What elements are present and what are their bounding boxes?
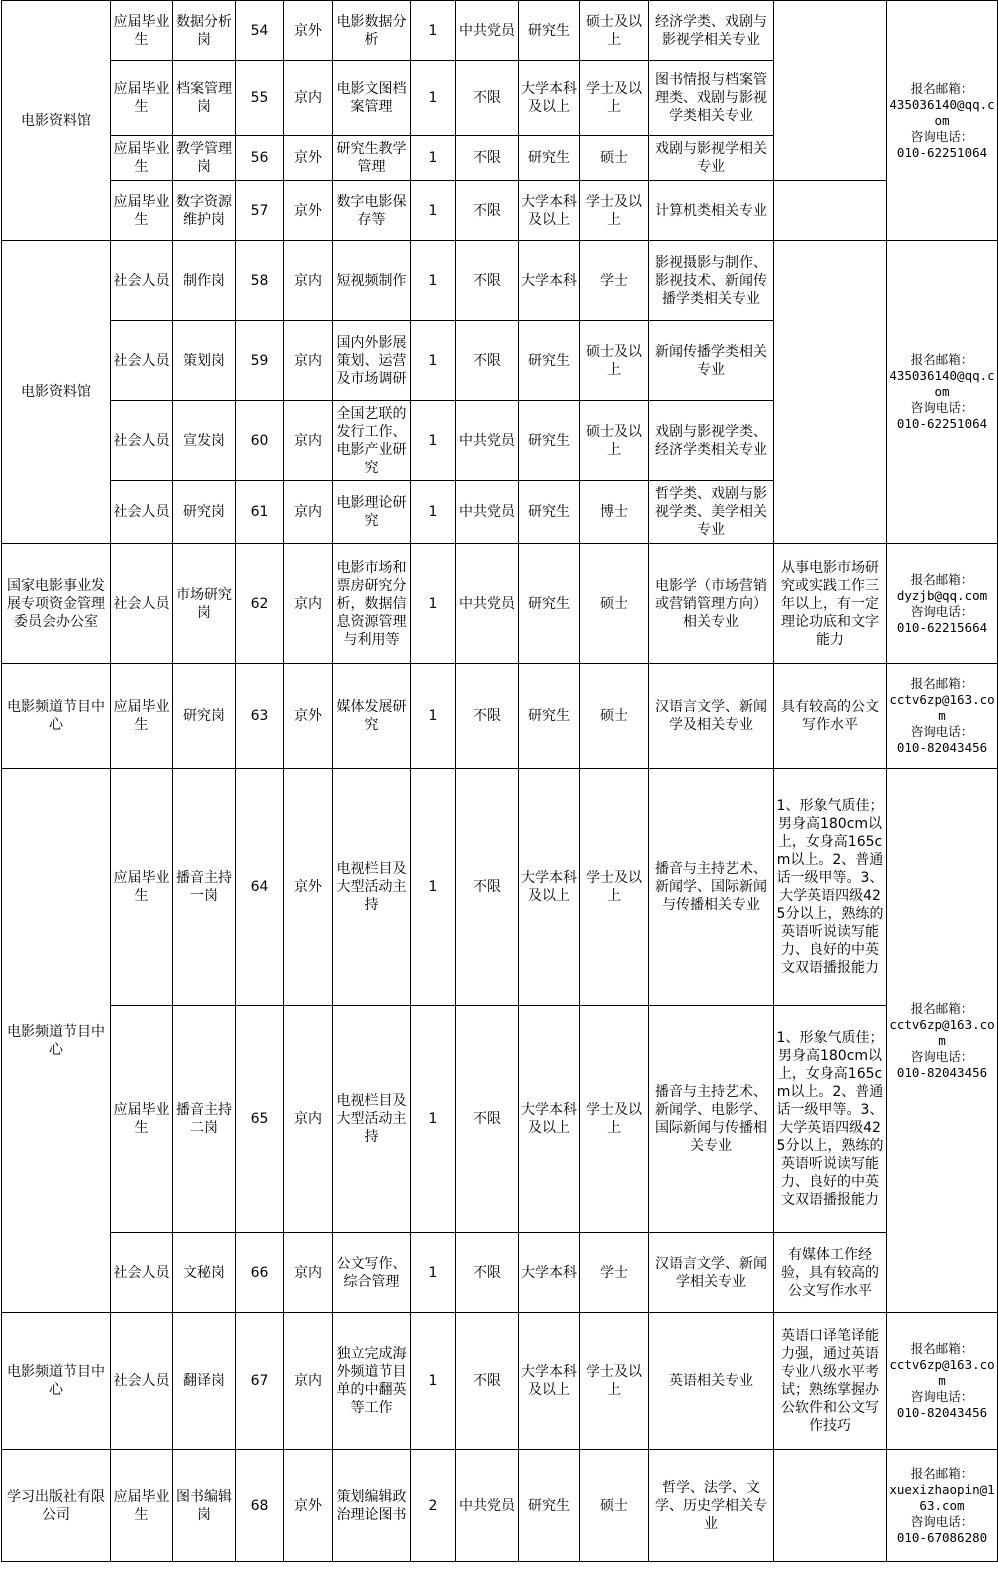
email-label: 报名邮箱： — [910, 352, 974, 367]
candidate-type-cell: 应届毕业生 — [111, 664, 173, 769]
major-cell: 戏剧与影视学相关专业 — [649, 136, 774, 181]
major-cell: 英语相关专业 — [649, 1313, 774, 1450]
count-cell: 1 — [411, 544, 456, 664]
candidate-type-cell: 应届毕业生 — [111, 61, 173, 136]
post-code-cell: 55 — [236, 61, 284, 136]
count-cell: 2 — [411, 1450, 456, 1562]
count-cell: 1 — [411, 401, 456, 481]
politics-cell: 不限 — [456, 1313, 519, 1450]
education-cell: 大学本科及以上 — [519, 769, 580, 1006]
table-row — [2, 181, 998, 241]
post-code-cell: 63 — [236, 664, 284, 769]
post-code-cell: 68 — [236, 1450, 284, 1562]
duty-cell: 电影数据分析 — [333, 1, 411, 61]
post-name-cell: 数据分析岗 — [173, 1, 236, 61]
region-cell: 京外 — [284, 769, 333, 1006]
other-requirements-cell: 从事电影市场研究或实践工作三年以上，有一定理论功底和文字能力 — [774, 544, 887, 664]
email-value: cctv6zp@163.com — [889, 692, 995, 723]
politics-cell: 不限 — [456, 1006, 519, 1233]
post-name-cell: 播音主持二岗 — [173, 1006, 236, 1233]
phone-label: 咨询电话： — [910, 1048, 974, 1064]
other-requirements-cell: 1、形象气质佳；男身高180cm以上，女身高165cm以上。2、普通话一级甲等。3、大学英语四级425分以上，熟练的英语听说读写能力、良好的中英文双语播报能力 — [774, 1006, 887, 1233]
email-label: 报名邮箱： — [910, 1341, 974, 1356]
dept-cell: 学习出版社有限公司 — [2, 1450, 111, 1562]
post-code-cell: 61 — [236, 481, 284, 544]
table-row — [2, 664, 998, 769]
email-label: 报名邮箱： — [910, 1465, 974, 1481]
education-cell: 研究生 — [519, 401, 580, 481]
politics-cell: 不限 — [456, 241, 519, 321]
education-cell: 研究生 — [519, 1450, 580, 1562]
duty-cell: 电影文图档案管理 — [333, 61, 411, 136]
other-requirements-cell — [774, 241, 887, 544]
email-label: 报名邮箱： — [910, 1000, 974, 1016]
region-cell: 京内 — [284, 61, 333, 136]
education-cell: 研究生 — [519, 544, 580, 664]
table-row — [2, 544, 998, 664]
other-requirements-cell — [774, 1450, 887, 1562]
degree-cell: 学士 — [580, 1233, 649, 1313]
politics-cell: 不限 — [456, 769, 519, 1006]
dept-cell: 电影频道节目中心 — [2, 664, 111, 769]
contact-cell — [887, 664, 998, 769]
post-name-cell: 市场研究岗 — [173, 544, 236, 664]
count-cell: 1 — [411, 1233, 456, 1313]
phone-label: 咨询电话： — [910, 1389, 974, 1404]
major-cell: 汉语言文学、新闻学相关专业 — [649, 1233, 774, 1313]
post-name-cell: 图书编辑岗 — [173, 1450, 236, 1562]
email-value: cctv6zp@163.com — [889, 1016, 995, 1048]
post-code-cell: 64 — [236, 769, 284, 1006]
post-name-cell: 文秘岗 — [173, 1233, 236, 1313]
post-code-cell: 67 — [236, 1313, 284, 1450]
education-cell: 研究生 — [519, 321, 580, 401]
major-cell: 图书情报与档案管理类、戏剧与影视学类相关专业 — [649, 61, 774, 136]
candidate-type-cell: 社会人员 — [111, 544, 173, 664]
count-cell: 1 — [411, 61, 456, 136]
education-cell: 研究生 — [519, 136, 580, 181]
degree-cell: 硕士 — [580, 664, 649, 769]
politics-cell: 不限 — [456, 61, 519, 136]
politics-cell: 中共党员 — [456, 544, 519, 664]
post-name-cell: 研究岗 — [173, 481, 236, 544]
major-cell: 影视摄影与制作、影视技术、新闻传播学类相关专业 — [649, 241, 774, 321]
degree-cell: 硕士及以上 — [580, 321, 649, 401]
post-code-cell: 59 — [236, 321, 284, 401]
candidate-type-cell: 社会人员 — [111, 321, 173, 401]
region-cell: 京外 — [284, 181, 333, 241]
phone-value: 010-62215664 — [896, 619, 988, 635]
email-label: 报名邮箱： — [910, 571, 974, 587]
other-requirements-cell — [774, 181, 887, 241]
contact-cell — [887, 1313, 998, 1450]
contact-cell — [887, 1450, 998, 1562]
politics-cell: 不限 — [456, 1233, 519, 1313]
table-row — [2, 1450, 998, 1562]
phone-label: 咨询电话： — [910, 128, 974, 144]
other-requirements-cell: 1、形象气质佳；男身高180cm以上，女身高165cm以上。2、普通话一级甲等。3、大学英语四级425分以上，熟练的英语听说读写能力、良好的中英文双语播报能力 — [774, 769, 887, 1006]
degree-cell: 博士 — [580, 481, 649, 544]
email-value: 435036140@qq.com — [889, 96, 995, 128]
degree-cell: 硕士及以上 — [580, 401, 649, 481]
candidate-type-cell: 应届毕业生 — [111, 1, 173, 61]
politics-cell: 不限 — [456, 664, 519, 769]
post-name-cell: 策划岗 — [173, 321, 236, 401]
degree-cell: 硕士及以上 — [580, 1, 649, 61]
dept-cell: 国家电影事业发展专项资金管理委员会办公室 — [2, 544, 111, 664]
email-value: dyzjb@qq.com — [896, 587, 988, 603]
count-cell: 1 — [411, 769, 456, 1006]
education-cell: 研究生 — [519, 1, 580, 61]
phone-value: 010-82043456 — [896, 1064, 988, 1080]
major-cell: 哲学类、戏剧与影视学类、美学相关专业 — [649, 481, 774, 544]
phone-value: 010-62251064 — [896, 416, 988, 431]
duty-cell: 电视栏目及大型活动主持 — [333, 769, 411, 1006]
major-cell: 经济学类、戏剧与影视学相关专业 — [649, 1, 774, 61]
major-cell: 电影学（市场营销或营销管理方向）相关专业 — [649, 544, 774, 664]
degree-cell: 学士及以上 — [580, 61, 649, 136]
count-cell: 1 — [411, 1313, 456, 1450]
contact-cell — [887, 769, 998, 1313]
duty-cell: 短视频制作 — [333, 241, 411, 321]
table-row — [2, 1233, 998, 1313]
count-cell: 1 — [411, 1, 456, 61]
candidate-type-cell: 社会人员 — [111, 401, 173, 481]
education-cell: 大学本科 — [519, 241, 580, 321]
politics-cell: 中共党员 — [456, 1, 519, 61]
email-label: 报名邮箱： — [910, 80, 974, 96]
post-code-cell: 56 — [236, 136, 284, 181]
region-cell: 京内 — [284, 321, 333, 401]
degree-cell: 学士及以上 — [580, 1313, 649, 1450]
region-cell: 京内 — [284, 1233, 333, 1313]
other-requirements-cell: 英语口译笔译能力强，通过英语专业八级水平考试；熟练掌握办公软件和公文写作技巧 — [774, 1313, 887, 1450]
table-row — [2, 1, 998, 61]
region-cell: 京内 — [284, 241, 333, 321]
count-cell: 1 — [411, 664, 456, 769]
duty-cell: 数字电影保存等 — [333, 181, 411, 241]
count-cell: 1 — [411, 136, 456, 181]
phone-label: 咨询电话： — [910, 724, 974, 739]
table-row — [2, 769, 998, 1006]
education-cell: 大学本科及以上 — [519, 61, 580, 136]
phone-value: 010-82043456 — [896, 1405, 988, 1420]
degree-cell: 学士 — [580, 241, 649, 321]
duty-cell: 电影市场和票房研究分析，数据信息资源管理与利用等 — [333, 544, 411, 664]
education-cell: 大学本科及以上 — [519, 1313, 580, 1450]
duty-cell: 公文写作、综合管理 — [333, 1233, 411, 1313]
candidate-type-cell: 应届毕业生 — [111, 181, 173, 241]
post-code-cell: 60 — [236, 401, 284, 481]
post-code-cell: 66 — [236, 1233, 284, 1313]
phone-label: 咨询电话： — [910, 1513, 974, 1529]
duty-cell: 独立完成海外频道节目单的中翻英等工作 — [333, 1313, 411, 1450]
duty-cell: 电视栏目及大型活动主持 — [333, 1006, 411, 1233]
post-name-cell: 制作岗 — [173, 241, 236, 321]
duty-cell: 研究生教学管理 — [333, 136, 411, 181]
contact-cell — [887, 1, 998, 241]
politics-cell: 中共党员 — [456, 401, 519, 481]
contact-cell — [887, 544, 998, 664]
candidate-type-cell: 应届毕业生 — [111, 136, 173, 181]
politics-cell: 不限 — [456, 181, 519, 241]
major-cell: 戏剧与影视学类、经济学类相关专业 — [649, 401, 774, 481]
phone-value: 010-62251064 — [896, 144, 988, 160]
duty-cell: 策划编辑政治理论图书 — [333, 1450, 411, 1562]
region-cell: 京外 — [284, 136, 333, 181]
table-row — [2, 1006, 998, 1233]
region-cell: 京内 — [284, 481, 333, 544]
dept-cell: 电影频道节目中心 — [2, 1313, 111, 1450]
politics-cell: 不限 — [456, 321, 519, 401]
phone-label: 咨询电话： — [910, 603, 974, 619]
region-cell: 京外 — [284, 1450, 333, 1562]
email-value: xuexizhaopin@163.com — [889, 1481, 995, 1513]
duty-cell: 全国艺联的发行工作、电影产业研究 — [333, 401, 411, 481]
education-cell: 研究生 — [519, 481, 580, 544]
politics-cell: 中共党员 — [456, 481, 519, 544]
post-name-cell: 翻译岗 — [173, 1313, 236, 1450]
education-cell: 大学本科 — [519, 1233, 580, 1313]
contact-cell — [887, 241, 998, 544]
major-cell: 哲学、法学、文学、历史学相关专业 — [649, 1450, 774, 1562]
email-value: 435036140@qq.com — [889, 368, 995, 399]
degree-cell: 硕士 — [580, 544, 649, 664]
phone-value: 010-67086280 — [896, 1529, 988, 1545]
degree-cell: 硕士 — [580, 1450, 649, 1562]
degree-cell: 学士及以上 — [580, 181, 649, 241]
other-requirements-cell: 有媒体工作经验，具有较高的公文写作水平 — [774, 1233, 887, 1313]
post-code-cell: 65 — [236, 1006, 284, 1233]
phone-label: 咨询电话： — [910, 400, 974, 415]
candidate-type-cell: 应届毕业生 — [111, 769, 173, 1006]
post-name-cell: 宣发岗 — [173, 401, 236, 481]
duty-cell: 国内外影展策划、运营及市场调研 — [333, 321, 411, 401]
major-cell: 播音与主持艺术、新闻学、国际新闻与传播相关专业 — [649, 769, 774, 1006]
region-cell: 京内 — [284, 401, 333, 481]
duty-cell: 电影理论研究 — [333, 481, 411, 544]
major-cell: 汉语言文学、新闻学及相关专业 — [649, 664, 774, 769]
post-code-cell: 57 — [236, 181, 284, 241]
education-cell: 大学本科及以上 — [519, 1006, 580, 1233]
candidate-type-cell: 应届毕业生 — [111, 1006, 173, 1233]
region-cell: 京内 — [284, 1313, 333, 1450]
post-code-cell: 62 — [236, 544, 284, 664]
post-code-cell: 54 — [236, 1, 284, 61]
email-label: 报名邮箱： — [910, 676, 974, 691]
count-cell: 1 — [411, 181, 456, 241]
post-name-cell: 研究岗 — [173, 664, 236, 769]
education-cell: 研究生 — [519, 664, 580, 769]
degree-cell: 硕士 — [580, 136, 649, 181]
phone-value: 010-82043456 — [896, 740, 988, 755]
candidate-type-cell: 社会人员 — [111, 1313, 173, 1450]
duty-cell: 媒体发展研究 — [333, 664, 411, 769]
politics-cell: 中共党员 — [456, 1450, 519, 1562]
count-cell: 1 — [411, 1006, 456, 1233]
candidate-type-cell: 社会人员 — [111, 1233, 173, 1313]
major-cell: 计算机类相关专业 — [649, 181, 774, 241]
major-cell: 播音与主持艺术、新闻学、电影学、国际新闻与传播相关专业 — [649, 1006, 774, 1233]
count-cell: 1 — [411, 241, 456, 321]
dept-cell: 电影频道节目中心 — [2, 769, 111, 1313]
region-cell: 京内 — [284, 544, 333, 664]
candidate-type-cell: 社会人员 — [111, 481, 173, 544]
candidate-type-cell: 应届毕业生 — [111, 1450, 173, 1562]
post-name-cell: 教学管理岗 — [173, 136, 236, 181]
post-name-cell: 播音主持一岗 — [173, 769, 236, 1006]
dept-cell: 电影资料馆 — [2, 241, 111, 544]
post-code-cell: 58 — [236, 241, 284, 321]
other-requirements-cell — [774, 1, 887, 181]
post-name-cell: 数字资源维护岗 — [173, 181, 236, 241]
email-value: cctv6zp@163.com — [889, 1357, 995, 1388]
education-cell: 大学本科及以上 — [519, 181, 580, 241]
dept-cell: 电影资料馆 — [2, 1, 111, 241]
politics-cell: 不限 — [456, 136, 519, 181]
recruitment-table — [1, 0, 998, 1562]
table-row — [2, 1313, 998, 1450]
region-cell: 京外 — [284, 1, 333, 61]
degree-cell: 学士及以上 — [580, 769, 649, 1006]
degree-cell: 学士及以上 — [580, 1006, 649, 1233]
count-cell: 1 — [411, 481, 456, 544]
region-cell: 京外 — [284, 664, 333, 769]
other-requirements-cell: 具有较高的公文写作水平 — [774, 664, 887, 769]
region-cell: 京内 — [284, 1006, 333, 1233]
major-cell: 新闻传播学类相关专业 — [649, 321, 774, 401]
table-row — [2, 241, 998, 321]
candidate-type-cell: 社会人员 — [111, 241, 173, 321]
count-cell: 1 — [411, 321, 456, 401]
post-name-cell: 档案管理岗 — [173, 61, 236, 136]
